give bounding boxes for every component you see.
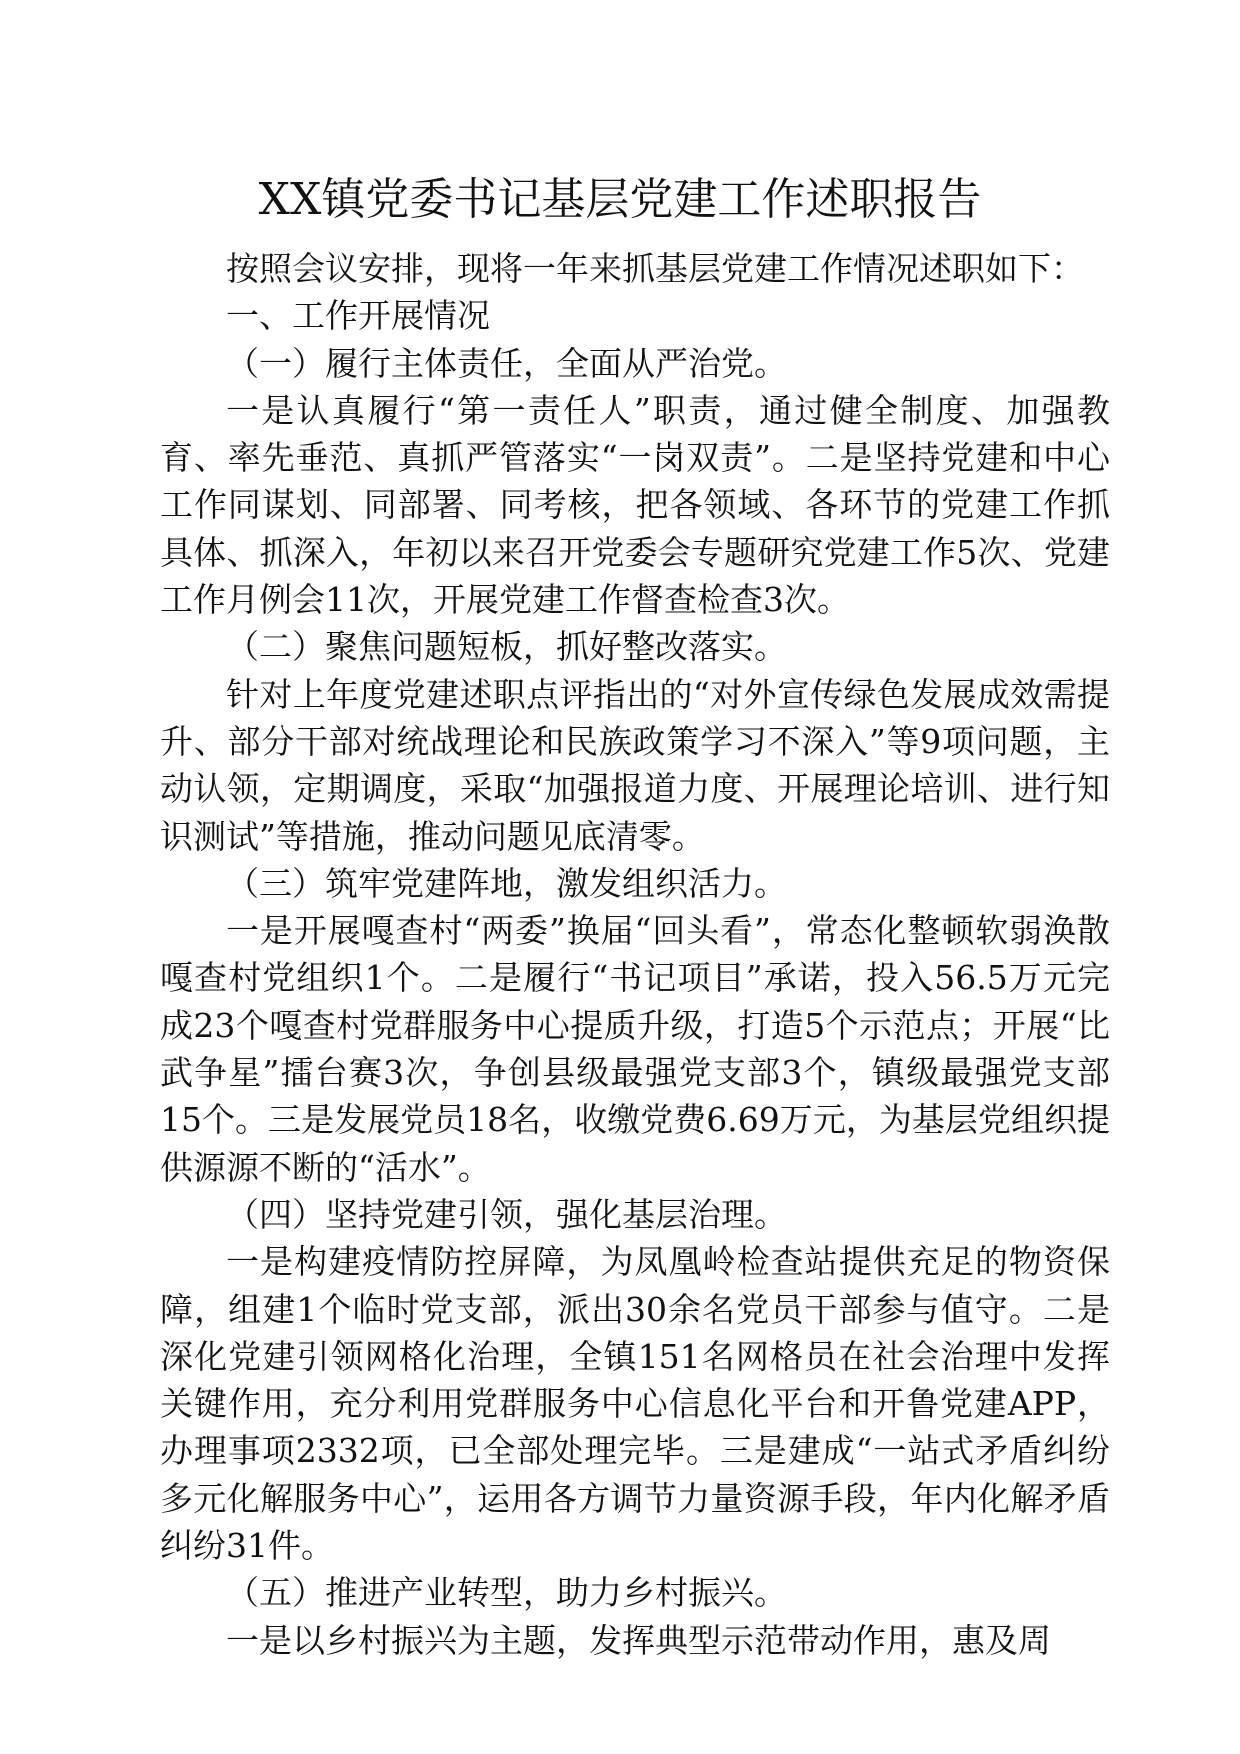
document-title: XX镇党委书记基层党建工作述职报告 bbox=[258, 174, 982, 225]
paragraph: 一是以乡村振兴为主题，发挥典型示范带动作用，惠及周 bbox=[226, 1620, 1051, 1660]
paragraph: 一是认真履行“第一责任人”职责，通过健全制度、加强教育、率先垂范、真抓严管落实“一岗双责”。二是坚持党建和中心工作同谋划、同部署、同考核，把各领域、各环节的党建工作抓具体、抓深入，年初以来召开党委会专题研究党建工作5次、党建工作月例会11次，开展党建工作督查检查3次。 bbox=[160, 390, 1110, 620]
paragraph: 一是构建疫情防控屏障，为凤凰岭检查站提供充足的物资保障，组建1个临时党支部，派出30余名党员干部参与值守。二是深化党建引领网格化治理，全镇151名网格员在社会治理中发挥关键作用，充分利用党群服务中心信息化平台和开鲁党建APP，办理事项2332项，已全部处理完毕。三是建成“一站式矛盾纠纷多元化解服务中心”，运用各方调节力量资源手段，年内化解矛盾纠纷31件。 bbox=[160, 1242, 1110, 1566]
subsection-heading: （四）坚持党建引领，强化基层治理。 bbox=[226, 1194, 787, 1234]
paragraph-intro: 按照会议安排，现将一年来抓基层党建工作情况述职如下： bbox=[226, 249, 1084, 288]
subsection-heading: （五）推进产业转型，助力乡村振兴。 bbox=[226, 1573, 787, 1613]
document-body bbox=[160, 245, 1110, 1664]
paragraph: 针对上年度党建述职点评指出的“对外宣传绿色发展成效需提升、部分干部对统战理论和民族政策学习不深入”等9项问题，主动认领，定期调度，采取“加强报道力度、开展理论培训、进行知识测试”等措施，推动问题见底清零。 bbox=[160, 674, 1110, 856]
subsection-heading: （二）聚焦问题短板，抓好整改落实。 bbox=[226, 627, 787, 667]
subsection-heading: （三）筑牢党建阵地，激发组织活力。 bbox=[226, 863, 787, 903]
paragraph: 一是开展嘎查村“两委”换届“回头看”，常态化整顿软弱涣散嘎查村党组织1个。二是履行“书记项目”承诺，投入56.5万元完成23个嘎查村党群服务中心提质升级，打造5个示范点；开展“比武争星”擂台赛3次，争创县级最强党支部3个，镇级最强党支部15个。三是发展党员18名，收缴党费6.69万元，为基层党组织提供源源不断的“活水”。 bbox=[160, 911, 1110, 1187]
subsection-heading: （一）履行主体责任，全面从严治党。 bbox=[226, 343, 787, 383]
section-heading: 一、工作开展情况 bbox=[226, 296, 490, 336]
